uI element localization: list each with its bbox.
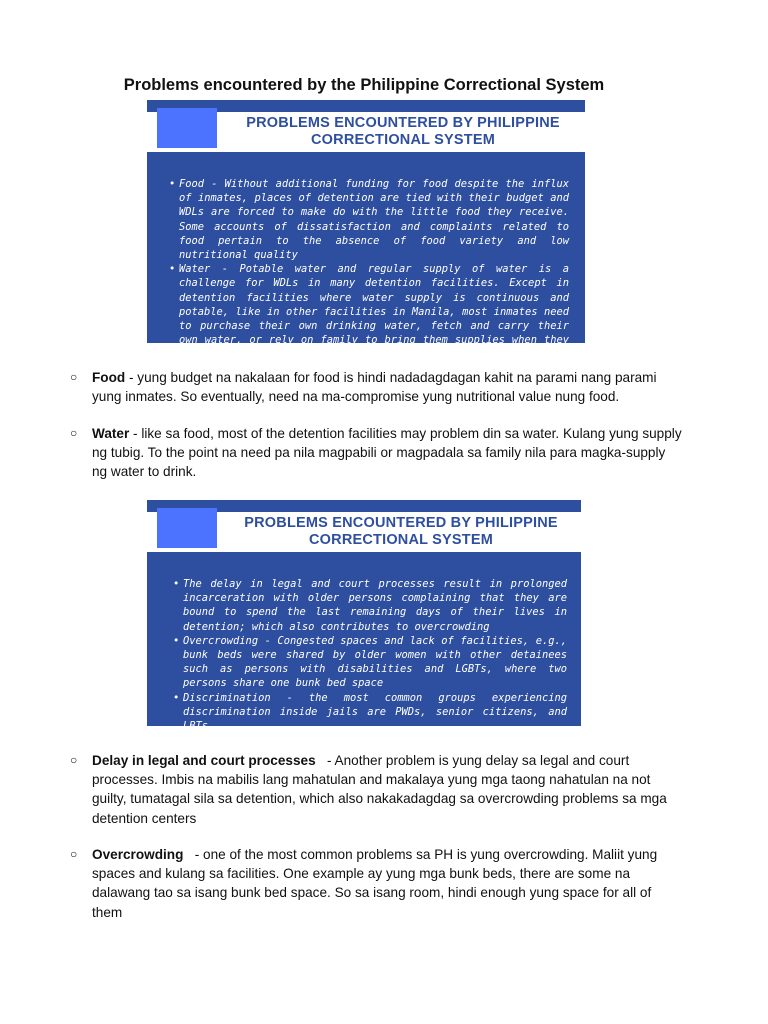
bullet-circle: ○ (70, 753, 78, 767)
slide-heading: PROBLEMS ENCOUNTERED BY PHILIPPINE CORRECTIONAL SYSTEM (244, 515, 558, 548)
page-title: Problems encountered by the Philippine Correctional System (123, 76, 605, 94)
slide-bullet-list (173, 577, 567, 733)
term: Overcrowding (92, 847, 184, 862)
description: - one of the most common problems sa PH is yung overcrowding. Maliit yung spaces and kulang sa facilities. One example ay yung mga bunk beds, there are some na dalawang tao sa isang bunk bed space. So sa isang room, hindi enough yung space for all of them (92, 847, 661, 920)
description: - Another problem is yung delay sa legal and court processes. Imbis na mabilis lang mahatulan and makalaya yung mga taong nahatulan na not guilty, tumatagal sila sa detention, which also nakakadagdag sa overcrowding problems sa mga detention centers (92, 753, 671, 826)
slide-bullet: • Water - Potable water and regular supply of water is a challenge for WDLs in many detention facilities. Except in detention facilities where water supply is continuous and potable, like in other facilities in Manila, most inmates need to purchase their own drinking water, fetch and carry their own water, or rely on family to bring them supplies when they visit (169, 262, 569, 361)
slide-accent-square (157, 108, 217, 148)
term: Food (92, 370, 126, 385)
slide-bullet: • Overcrowding - Congested spaces and lack of facilities, e.g., bunk beds were shared by older women with other detainees such as persons with disabilities and LGBTs, where two persons share one bunk bed space (173, 634, 567, 691)
slide-accent-square (157, 508, 217, 548)
description: - yung budget na nakalaan for food is hindi nadadagdagan kahit na parami nang parami yung inmates. So eventually, need na ma-compromise yung nutritional value nung food. (92, 370, 657, 405)
bullet-circle: ○ (70, 847, 78, 861)
description: - like sa food, most of the detention facilities may problem din sa water. Kulang yung supply ng tubig. To the point na need pa nila magpabili or magpadala sa family nila para magka-supply ng water to drink. (92, 426, 682, 480)
list-item-food (72, 368, 672, 408)
term: Delay in legal and court processes (92, 753, 316, 768)
list-item-overcrowding (72, 845, 672, 925)
slide-image-delay-overcrowding (147, 500, 581, 733)
slide-heading: PROBLEMS ENCOUNTERED BY PHILIPPINE CORRECTIONAL SYSTEM (246, 115, 560, 148)
list-item-delay (72, 751, 672, 831)
slide-bullet: • The delay in legal and court processes result in prolonged incarceration with older persons complaining that they are bound to spend the last remaining days of their lives in detention; which also contributes to overcrowding (173, 577, 567, 634)
bullet-circle: ○ (70, 426, 78, 440)
slide-image-food-water (147, 100, 585, 361)
term: Water (92, 426, 130, 441)
slide-bullet: • Discrimination - the most common groups experiencing discrimination inside jails are PWDs, senior citizens, and LBTs (173, 691, 567, 734)
bullet-circle: ○ (70, 370, 78, 384)
slide-bullet-list (169, 177, 569, 362)
list-item-water (70, 424, 682, 484)
slide-bullet: • Food - Without additional funding for food despite the influx of inmates, places of detention are tied with their budget and WDLs are forced to make do with the little food they receive. Some accounts of dissatisfaction and complaints related to food pertain to the absence of food variety and low nutritional quality (169, 177, 569, 262)
